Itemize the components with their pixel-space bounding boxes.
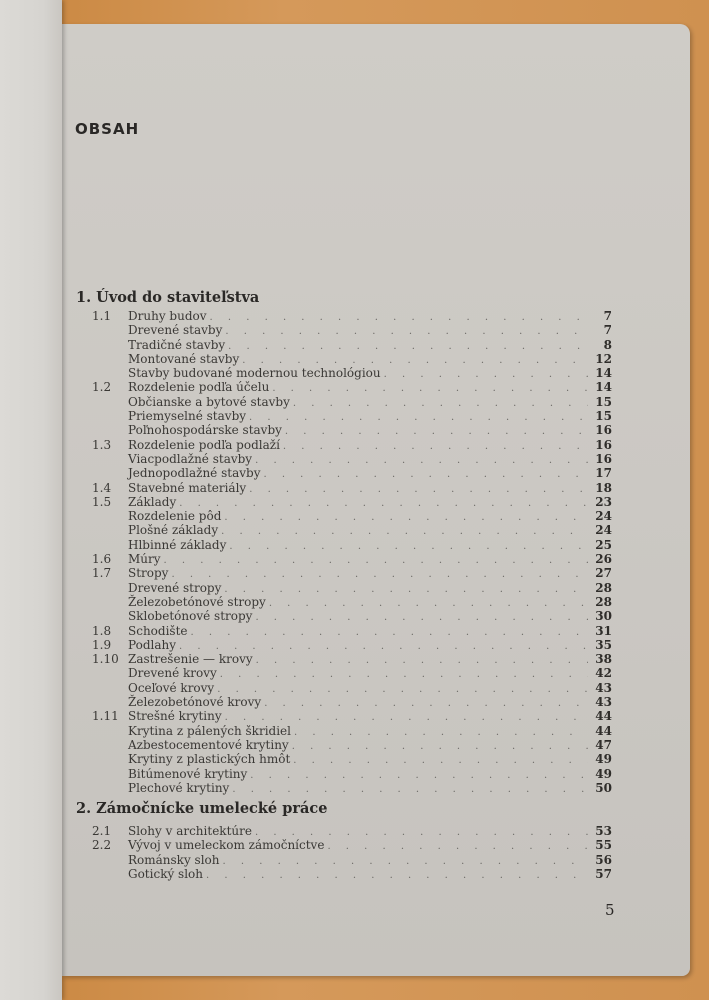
toc-entry bbox=[92, 867, 612, 881]
section-number: 1.7 bbox=[92, 566, 112, 581]
section-number: 2.1 bbox=[92, 824, 112, 838]
dot-leader bbox=[293, 397, 588, 411]
entry-title: Stavby budované modernou technológiou bbox=[128, 366, 381, 381]
toc-entry bbox=[92, 853, 612, 867]
entry-page: 53 bbox=[595, 824, 612, 838]
toc-entry bbox=[92, 624, 612, 638]
entry-page: 7 bbox=[603, 323, 612, 338]
dot-leader bbox=[179, 497, 588, 511]
dot-leader bbox=[255, 454, 588, 468]
entry-page: 8 bbox=[603, 337, 612, 352]
entry-title: Strešné krytiny bbox=[128, 709, 222, 724]
dot-leader bbox=[272, 382, 588, 396]
dot-leader bbox=[256, 654, 588, 668]
entry-page: 28 bbox=[595, 594, 612, 609]
entry-title: Drevené stropy bbox=[128, 580, 222, 595]
dot-leader bbox=[224, 511, 588, 525]
entry-page: 35 bbox=[595, 637, 612, 652]
toc-entry bbox=[92, 466, 612, 480]
toc-entry bbox=[92, 552, 612, 566]
entry-page: 17 bbox=[595, 466, 612, 481]
chapter-2-toc bbox=[92, 824, 612, 881]
dot-leader bbox=[249, 411, 588, 425]
facing-page-edge bbox=[0, 0, 62, 1000]
toc-entry bbox=[92, 495, 612, 509]
entry-title: Montované stavby bbox=[128, 351, 240, 366]
entry-title: Plechové krytiny bbox=[128, 780, 230, 795]
section-number: 1.2 bbox=[92, 380, 112, 395]
toc-entry bbox=[92, 352, 612, 366]
dot-leader bbox=[250, 769, 588, 783]
entry-title: Schodište bbox=[128, 623, 188, 638]
entry-page: 56 bbox=[595, 852, 612, 867]
section-number: 1.11 bbox=[92, 709, 119, 724]
entry-page: 14 bbox=[595, 380, 612, 395]
toc-entry bbox=[92, 609, 612, 623]
entry-page: 7 bbox=[603, 309, 612, 323]
dot-leader bbox=[263, 468, 588, 482]
toc-entry bbox=[92, 752, 612, 766]
dot-leader bbox=[283, 440, 588, 454]
section-number: 1.4 bbox=[92, 480, 112, 495]
entry-title: Krytina z pálených škridiel bbox=[128, 723, 291, 738]
entry-title: Rozdelenie podľa podlaží bbox=[128, 437, 280, 452]
entry-title: Vývoj v umeleckom zámočníctve bbox=[128, 838, 325, 853]
entry-title: Krytiny z plastických hmôt bbox=[128, 752, 291, 767]
entry-page: 47 bbox=[595, 737, 612, 752]
toc-entry bbox=[92, 838, 612, 852]
entry-page: 26 bbox=[595, 552, 612, 567]
dot-leader bbox=[225, 325, 588, 339]
entry-title: Stavebné materiály bbox=[128, 480, 247, 495]
entry-page: 14 bbox=[595, 366, 612, 381]
entry-title: Železobetónové stropy bbox=[128, 594, 266, 609]
entry-page: 24 bbox=[595, 523, 612, 538]
entry-title: Základy bbox=[128, 494, 177, 509]
dot-leader bbox=[269, 597, 588, 611]
section-number: 1.5 bbox=[92, 494, 112, 509]
toc-entry bbox=[92, 395, 612, 409]
entry-title: Slohy v architektúre bbox=[128, 824, 252, 838]
page-number: 5 bbox=[605, 901, 615, 919]
entry-page: 43 bbox=[595, 680, 612, 695]
entry-page: 18 bbox=[595, 480, 612, 495]
section-number: 1.9 bbox=[92, 637, 112, 652]
toc-entry bbox=[92, 638, 612, 652]
toc-entry bbox=[92, 509, 612, 523]
dot-leader bbox=[210, 311, 588, 325]
toc-entry bbox=[92, 481, 612, 495]
dot-leader bbox=[171, 568, 588, 582]
chapter-1-toc bbox=[92, 309, 612, 795]
dot-leader bbox=[293, 754, 588, 768]
entry-page: 44 bbox=[595, 709, 612, 724]
dot-leader bbox=[249, 483, 588, 497]
toc-entry bbox=[92, 738, 612, 752]
toc-entry bbox=[92, 709, 612, 723]
dot-leader bbox=[223, 855, 589, 869]
entry-page: 49 bbox=[595, 752, 612, 767]
entry-title: Oceľové krovy bbox=[128, 680, 215, 695]
entry-title: Viacpodlažné stavby bbox=[128, 451, 253, 466]
entry-page: 23 bbox=[595, 494, 612, 509]
dot-leader bbox=[221, 525, 588, 539]
entry-page: 27 bbox=[595, 566, 612, 581]
toc-entry bbox=[92, 595, 612, 609]
toc-entry bbox=[92, 666, 612, 680]
entry-title: Románsky sloh bbox=[128, 852, 220, 867]
entry-page: 24 bbox=[595, 509, 612, 524]
entry-title: Azbestocementové krytiny bbox=[128, 737, 289, 752]
entry-page: 28 bbox=[595, 580, 612, 595]
dot-leader bbox=[224, 583, 588, 597]
entry-title: Druhy budov bbox=[128, 309, 207, 323]
entry-title: Stropy bbox=[128, 566, 169, 581]
entry-title: Rozdelenie podľa účelu bbox=[128, 380, 270, 395]
book-page bbox=[62, 24, 690, 976]
entry-page: 50 bbox=[595, 780, 612, 795]
section-number: 2.2 bbox=[92, 838, 112, 853]
toc-entry bbox=[92, 309, 612, 323]
entry-title: Múry bbox=[128, 552, 161, 567]
dot-leader bbox=[191, 626, 589, 640]
dot-leader bbox=[255, 611, 588, 625]
section-number: 1.6 bbox=[92, 552, 112, 567]
dot-leader bbox=[164, 554, 588, 568]
entry-page: 43 bbox=[595, 695, 612, 710]
entry-page: 16 bbox=[595, 451, 612, 466]
entry-title: Hlbinné základy bbox=[128, 537, 227, 552]
entry-page: 42 bbox=[595, 666, 612, 681]
section-number: 1.8 bbox=[92, 623, 112, 638]
dot-leader bbox=[220, 668, 588, 682]
toc-entry bbox=[92, 767, 612, 781]
entry-page: 15 bbox=[595, 394, 612, 409]
section-number: 1.10 bbox=[92, 652, 119, 667]
section-number: 1.3 bbox=[92, 437, 112, 452]
entry-title: Rozdelenie pôd bbox=[128, 509, 222, 524]
entry-page: 38 bbox=[595, 652, 612, 667]
entry-page: 30 bbox=[595, 609, 612, 624]
entry-page: 55 bbox=[595, 838, 612, 853]
entry-page: 16 bbox=[595, 437, 612, 452]
section-number: 1.1 bbox=[92, 309, 112, 323]
page-heading: OBSAH bbox=[75, 120, 140, 138]
dot-leader bbox=[206, 869, 588, 883]
entry-page: 12 bbox=[595, 351, 612, 366]
chapter-1-title: 1. Úvod do staviteľstva bbox=[76, 289, 260, 306]
dot-leader bbox=[232, 783, 588, 797]
entry-page: 57 bbox=[595, 866, 612, 881]
entry-title: Jednopodlažné stavby bbox=[128, 466, 261, 481]
entry-title: Gotický sloh bbox=[128, 866, 204, 881]
dot-leader bbox=[285, 425, 588, 439]
toc-entry bbox=[92, 581, 612, 595]
entry-page: 25 bbox=[595, 537, 612, 552]
entry-title: Bitúmenové krytiny bbox=[128, 766, 248, 781]
entry-title: Priemyselné stavby bbox=[128, 409, 247, 424]
toc-entry bbox=[92, 681, 612, 695]
entry-title: Drevené stavby bbox=[128, 323, 223, 338]
entry-page: 44 bbox=[595, 723, 612, 738]
toc-entry bbox=[92, 409, 612, 423]
entry-title: Podlahy bbox=[128, 637, 176, 652]
toc-entry bbox=[92, 338, 612, 352]
entry-title: Zastrešenie — krovy bbox=[128, 652, 253, 667]
toc-entry bbox=[92, 438, 612, 452]
entry-title: Poľnohospodárske stavby bbox=[128, 423, 282, 438]
toc-entry bbox=[92, 523, 612, 537]
entry-title: Plošné základy bbox=[128, 523, 219, 538]
entry-title: Občianske a bytové stavby bbox=[128, 394, 290, 409]
dot-leader bbox=[294, 726, 588, 740]
toc-entry bbox=[92, 452, 612, 466]
toc-entry bbox=[92, 380, 612, 394]
dot-leader bbox=[229, 540, 588, 554]
dot-leader bbox=[292, 740, 588, 754]
dot-leader bbox=[228, 340, 588, 354]
toc-entry bbox=[92, 781, 612, 795]
toc-entry bbox=[92, 566, 612, 580]
dot-leader bbox=[217, 683, 588, 697]
toc-entry bbox=[92, 824, 612, 838]
toc-entry bbox=[92, 366, 612, 380]
toc-entry bbox=[92, 652, 612, 666]
entry-title: Železobetónové krovy bbox=[128, 695, 262, 710]
dot-leader bbox=[327, 840, 588, 854]
dot-leader bbox=[384, 368, 588, 382]
entry-page: 31 bbox=[595, 623, 612, 638]
entry-title: Tradičné stavby bbox=[128, 337, 226, 352]
dot-leader bbox=[264, 697, 588, 711]
toc-entry bbox=[92, 538, 612, 552]
toc-entry bbox=[92, 323, 612, 337]
chapter-2-title: 2. Zámočnícke umelecké práce bbox=[76, 800, 328, 817]
toc-entry bbox=[92, 695, 612, 709]
entry-page: 49 bbox=[595, 766, 612, 781]
entry-title: Drevené krovy bbox=[128, 666, 217, 681]
entry-page: 15 bbox=[595, 409, 612, 424]
toc-entry bbox=[92, 724, 612, 738]
entry-title: Sklobetónové stropy bbox=[128, 609, 253, 624]
toc-entry bbox=[92, 423, 612, 437]
entry-page: 16 bbox=[595, 423, 612, 438]
